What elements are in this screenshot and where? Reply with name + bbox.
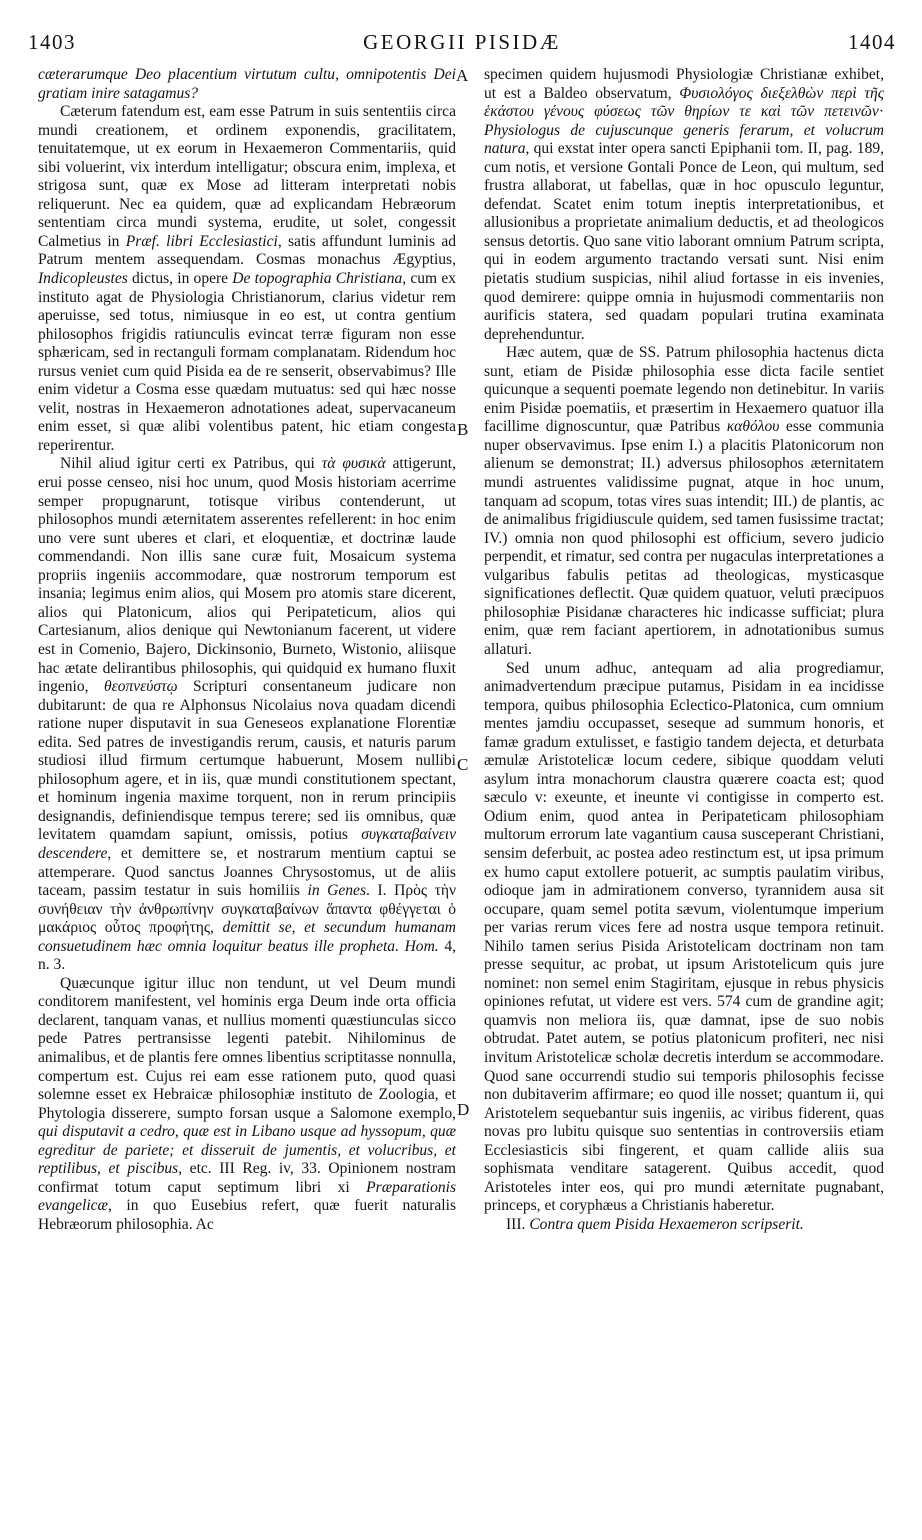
text-run: attigerunt, erui posse censeo, nisi hoc unum, quod Mosis historiam acerrime semper propugnarunt, totisque viribus contenderunt, ut philosophos mundi æternitatem asserentes refellerent: in hoc enim uno vere sunt uberes et clari, et eloquentiæ, et doctrinæ laude commendandi. Non illis sane curæ fuit, Mosaicum systema propriis ingeniis accommodare, quæ nostrorum temporum est insania; legimus enim alios, qui Mosem pro atomis stare dicerent, alios qui Platonicum, alios qui Peripateticum, alios qui Cartesianum, alios denique qui Newtonianum facerent, ut videre est in Comenio, Bajero, Dickinsonio, Burneto, Wistonio, aliisque hac ætate delirantibus philosophis, qui quidquid ex humano fluxit ingenio, — [38, 455, 456, 696]
text-run: Quæcunque igitur illuc non tendunt, ut vel Deum mundi conditorem manifestent, vel hominis erga Deum inde orta officia declarent, tanquam vanas, et nullius momenti quæstiunculas sicco pede Patres pertransisse legenti patebit. Nihilominus de animalibus, et de plantis fere omnes libentius scriptitasse nonnulla, compertum est. Cujus rei eam esse rationem puto, quod quasi solemne esset ex Hebraicæ philosophiæ instituto de Zoologia, et Phytologia disserere, sumpto forsan usque a Salomone exemplo, — [38, 974, 456, 1122]
italic-run: qui disputavit a cedro, quæ est in Libano usque ad hyssopum, quæ egreditur de pariete; et disseruit de jumentis, et volucribus, et reptilibus, et piscibus — [38, 1123, 456, 1178]
paragraph — [484, 344, 884, 659]
paragraph — [38, 66, 456, 103]
italic-run: Præparationis evangelicæ — [38, 1178, 456, 1215]
running-header — [28, 30, 896, 60]
margin-marker-d: D — [457, 1100, 470, 1119]
text-run: dictus, in opere — [127, 270, 233, 288]
text-run: specimen quidem hujusmodi Physiologiæ Christianæ exhibet, ut est a Baldeo observatum, — [484, 66, 884, 102]
left-column — [38, 66, 456, 1234]
text-run: 4, n. 3. — [38, 937, 456, 974]
italic-run: θεοπνεύστῳ — [103, 678, 178, 696]
paragraph — [38, 103, 456, 455]
text-run: · — [878, 103, 884, 121]
text-run: , etc. III Reg. iv, 33. Opinionem nostram confirmat totum caput septimum libri xi — [38, 1160, 456, 1196]
text-run: Sed unum adhuc, antequam ad alia progrediamur, animadvertendum præcipue putamus, Pisidam in ea incidisse tempora, quibus philosophia Eclectico-Platonica, cum omnium mentes jamdiu occupasset, seseque ad summum honoris, et famæ gradum extulisset, e fastigio tandem dejecta, et deturbata æmulæ Aristotelicæ locum cedere, sibique quoddam veluti asylum intra monachorum claustra quærere coacta est; quod sæculo v: exeunte, et ineunte vi contigisse in comperto est. Odium enim, quod antea in Peripateticam philosophiam multorum errorum late vagantium causa susceperant Christiani, sensim deferbuit, ac postea adeo restinctum est, ut ipsa primum ex humo caput extollere potuerit, ac sumptis paulatim viribus, odioque jam in admirationem converso, tyrannidem ausa sit occupare, quam semel potita sævum, violentumque imperium per varias rerum vices fere ad nostra usque tempora retinuit. Nihilo tamen serius Pisida Aristotelicam doctrinam non tam presse sequitur, ac probat, ut ipsum Aristotelicum quis jure nominet: non semel enim Stagiritam, ejusque in rebus physicis opiniones refutat, ut videre est vers. 574 cum de grandine agit; quamvis non meliora iis, quæ damnat, ipse de suo nobis obtrudat. Patet autem, se potius platonicum profiteri, nec nisi invitum Aristotelicæ scholæ decretis interdum se accommodare. Quod sane occurrendi studio sui temporis philosophis fecisse non dubitaverim affirmare; eo quod ille nosset; quantum ii, qui Aristotelem sequebantur suis ingeniis, ac viribus fiderent, quas novas pro lubitu quisque suo sententias in controversiis etiam Ecclesiasticis sibi fingerent, et quam callide aliis sua sophismata venditare satagerent. Quibus accedit, quod Aristoteles inter eos, qui pro mundi æternitate pugnabant, princeps, et coryphæus a Christianis haberetur. — [484, 659, 884, 1215]
italic-run: cæterarumque Deo placentium virtutum cultu, omnipotentis Dei gratiam inire satagamus? — [38, 66, 456, 102]
text-run: esse communia nuper observavimus. Ipse enim I.) a placitis Platonicorum non alienum se demonstrat; II.) adversus philosophos æternitatem mundi astruentes validissime pugnat, atque in hoc unum, tanquam ad scopum, totas vires suas intendit; III.) de plantis, ac de animalibus frigidiuscule quidem, sed tamen fusissime tractat; IV.) omnia non quod philosophi est officium, severo judicio perpendit, et rimatur, sed contra per nugaculas interpretationes a vulgaribus fabulis petitas ad theologicas, mysticasque significationes deflectit. Quæ quidem quatuor, veluti præcipuos philosophiæ Pisidanæ characteres hic indicasse sufficiat; plura enim, quæ rem faciant apertiorem, in adnotationibus sumus allaturi. — [484, 418, 884, 658]
text-run: , qui exstat inter opera sancti Epiphanii tom. II, pag. 189, cum notis, et versione Gontali Ponce de Leon, qui multum, sed frustra allaborat, ut fabellas, quæ in hoc opusculo leguntur, defendat. Scatet enim totum ineptis interpretationibus, et allusionibus a proprietate animalium deductis, et ad theologicos sensus detortis. Quo sane vitio laborant omnium Patrum scripta, qui in eodem argumento tractando versati sunt. Nisi enim pietatis studium suspicias, nihil aliud fortasse in eis invenies, quod demirere: quippe omnia in hujusmodi commentariis non aurificis statera, sed quadam populari trutina examinata deprehenduntur. — [484, 140, 884, 343]
right-column — [484, 66, 884, 1234]
text-run: Nihil aliud igitur certi ex Patribus, qui — [60, 455, 322, 473]
italic-run: Indicopleustes — [38, 270, 128, 288]
text-run: , in quo Eusebius refert, quæ fuerit naturalis Hebræorum philosophia. Ac — [38, 1197, 456, 1233]
paragraph — [484, 660, 884, 1216]
paragraph — [38, 455, 456, 974]
italic-run: De topographia Christiana — [232, 270, 403, 288]
italic-run: συγκαταβαίνειν descendere — [38, 826, 456, 862]
text-run: III. — [506, 1215, 530, 1233]
italic-run: τὰ φυσικὰ — [321, 455, 386, 473]
text-run: Scripturi consentaneum judicare non dubitarunt: de qua re Alphonsus Nicolaius nova quadam dicendi ratione nuper disputavit in sua Geneseos explanatione Florentiæ edita. Sed patres de investigandis rerum, causis, et naturis parum studiosi illud firmum certumque habuerunt, Mosem nullibi philosophum agere, et in iis, quæ mundi constitutionem spectant, et hominum ingenia maxime torquent, non in rerum principiis designandis, definiendisque tempus terere; sed iis omnibus, quæ levitatem quamdam sapiunt, omissis, potius — [38, 678, 456, 844]
text-run: , et demittere se, et nostrarum mentium captui se attemperare. Quod sanctus Joannes Chrysostomus, ut de aliis taceam, passim testatur in suis homiliis — [38, 844, 456, 900]
running-title: GEORGII PISIDÆ — [363, 30, 561, 54]
text-run: , satis affundunt luminis ad Patrum mentem assequendam. Cosmas monachus Ægyptius, — [38, 232, 457, 269]
text-run: . I. Πρὸς τὴν συνήθειαν τὴν ἀνθρωπίνην συγκαταβαίνων ἅπαντα φθέγγεται ὁ μακάριος οὗτος προφήτης, — [38, 882, 456, 937]
margin-marker-c: C — [457, 755, 469, 774]
page-number-right: 1404 — [848, 30, 896, 54]
italic-run: Præf. libri Ecclesiastici — [125, 232, 278, 250]
margin-marker-a: A — [456, 66, 469, 85]
text-run: , cum ex instituto agat de Physiologia Christianorum, clarius videtur rem aperuisse, sed totus, nimiusque in eo est, ut contra gentium philosophos frigidis ratiunculis evincat terræ figuram non esse sphæricam, sed in rectanguli formam complanatam. Ridendum hoc rursus veniet cum quid Pisida ea de re senserit, observabimus? Ille enim videtur a Cosma esse quædam mutuatus: sed qui hæc nosse velit, nostras in Hexaemeron adnotationes adeat, supervacaneum enim esset, si quæ alibi volentibus patent, hic etiam congesta reperirentur. — [38, 270, 456, 454]
italic-run: καθόλου — [726, 418, 780, 436]
margin-marker-b: B — [457, 420, 469, 439]
page-number-left: 1403 — [28, 30, 76, 54]
text-run: Cæterum fatendum est, eam esse Patrum in suis sententiis circa mundi creationem, et ordinem exponendis, gracilitatem, tenuitatemque, ut ex eorum in Hexaemeron Commentariis, quid sibi voluerint, vix interdum intelligatur; obscura enim, implexa, et strigosa sunt, quæ ex Mose ad litteram interpretati nobis reliquerunt. Nec ea quidem, quæ ad explicandam Hebræorum sententiam circa mundi systema, erudite, ut solet, congessit Calmetius in — [38, 103, 456, 250]
italic-run: Contra quem Pisida Hexaemeron scripserit. — [529, 1215, 804, 1233]
italic-run: in Genes — [307, 882, 367, 900]
italic-run: Physiologus de cujuscunque generis ferarum, et volucrum natura — [484, 121, 884, 158]
section-heading — [484, 1216, 884, 1235]
paragraph — [484, 66, 884, 344]
italic-run: demittit se, et secundum humanam consuetudinem hæc omnia loquitur beatus ille propheta. Hom. — [38, 919, 456, 955]
text-run: Hæc autem, quæ de SS. Patrum philosophia hactenus dicta sunt, etiam de Pisidæ philosophia esse dicta facile sentiet quicunque a sequenti poemate legendo non detinebitur. In variis enim Pisidæ poematiis, et præsertim in Hexaemero quatuor illa facillime dignoscuntur, quæ Patribus — [484, 344, 884, 436]
paragraph — [38, 975, 456, 1235]
italic-run: Φυσιολόγος διεξελθὼν περὶ τῆς ἑκάστου γένους φύσεως τῶν θηρίων τε καὶ τῶν πετεινῶν — [484, 84, 884, 121]
